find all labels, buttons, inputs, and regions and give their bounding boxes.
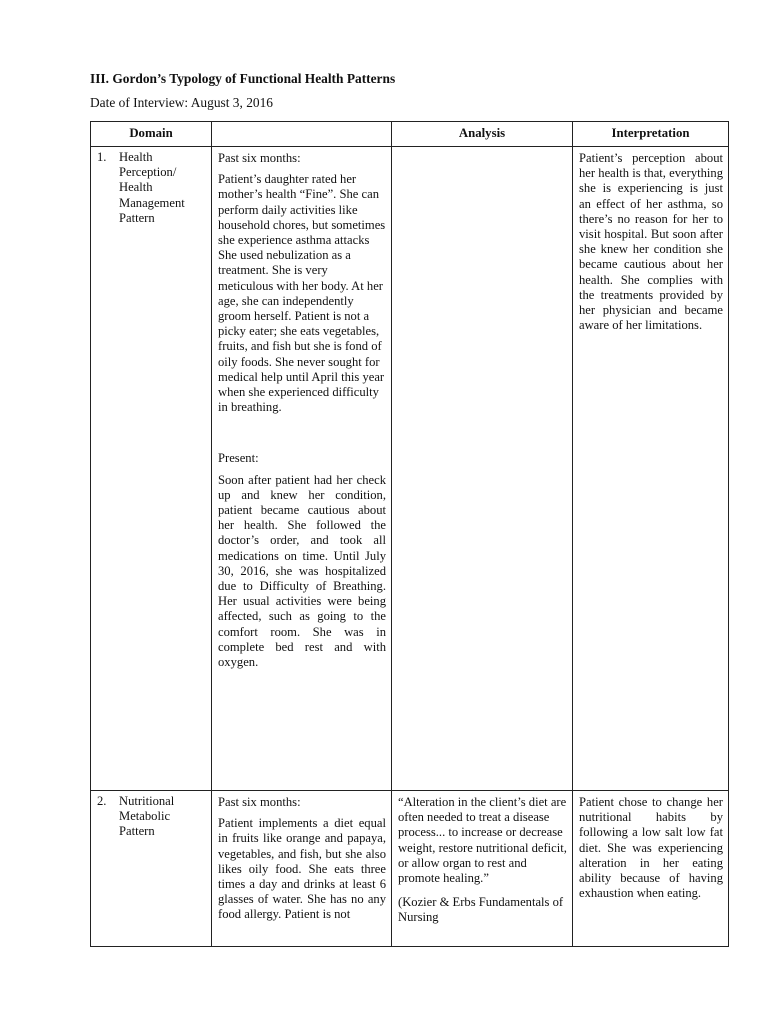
header-data [212,122,392,147]
analysis-quote: “Alteration in the client’s diet are often needed to treat a disease process... to increase or decrease weight, restore nutritional deficit, or allow organ to rest and promote healing.” [398,795,567,886]
health-patterns-table [90,121,729,947]
past-heading: Past six months: [218,795,301,809]
data-cell [212,147,392,791]
analysis-citation: (Kozier & Erbs Fundamentals of Nursing [398,895,564,925]
header-domain: Domain [91,122,212,147]
domain-cell [91,791,212,947]
data-cell [212,791,392,947]
interpretation-text: Patient’s perception about her health is that, everything she is experiencing is just an effect of her asthma, so there’s no reason for her to visit hospital. But soon after she knew her condition she became cautious about her health. She complies with the treatments provided by her physician and became aware of her limitations. [579,151,723,333]
domain-cell [91,147,212,791]
analysis-cell [392,147,573,791]
domain-name: Health Perception/ Health Management Pattern [119,150,185,225]
past-text: Patient’s daughter rated her mother’s health “Fine”. She can perform daily activities like household chores, but sometimes she experience asthma attacks She used nebulization as a treatment. She is very meticulous with her body. At her age, she can independently groom herself. Patient is not a picky eater; she eats vegetables, fruits, and fish but she is fond of oily foods. She never sought for medical help until April this year when she experienced difficulty in breathing. [218,172,386,415]
table-row [91,791,729,947]
header-interpretation: Interpretation [573,122,729,147]
domain-number: 1. [97,150,107,164]
interpretation-cell [573,147,729,791]
analysis-cell [392,791,573,947]
past-heading: Past six months: [218,151,301,165]
present-text: Soon after patient had her check up and knew her condition, patient became cautious about her health. She followed the doctor’s order, and took all medications on time. Until July 30, 2016, she was hospitalized due to Difficulty of Breathing. Her usual activities were being affected, such as going to the comfort room. She was in complete bed rest and with oxygen. [218,472,386,670]
table-header-row [91,122,729,147]
interview-date: Date of Interview: August 3, 2016 [90,95,273,110]
domain-number: 2. [97,794,107,808]
page-title: III. Gordon’s Typology of Functional Health Patterns [90,71,396,86]
analysis-text [392,147,572,155]
header-analysis: Analysis [392,122,573,147]
interpretation-text: Patient chose to change her nutritional habits by following a low salt low fat diet. She was experiencing alteration in her eating ability because of having exhaustion when eating. [579,795,723,901]
present-heading: Present: [218,451,259,466]
table-row [91,147,729,791]
domain-name: Nutritional Metabolic Pattern [119,794,175,839]
interpretation-cell [573,791,729,947]
past-text: Patient implements a diet equal in fruits like orange and papaya, vegetables, and fish, but she also likes oily food. She eats three times a day and drinks at least 6 glasses of water. She has no any food allergy. Patient is not [218,816,386,922]
